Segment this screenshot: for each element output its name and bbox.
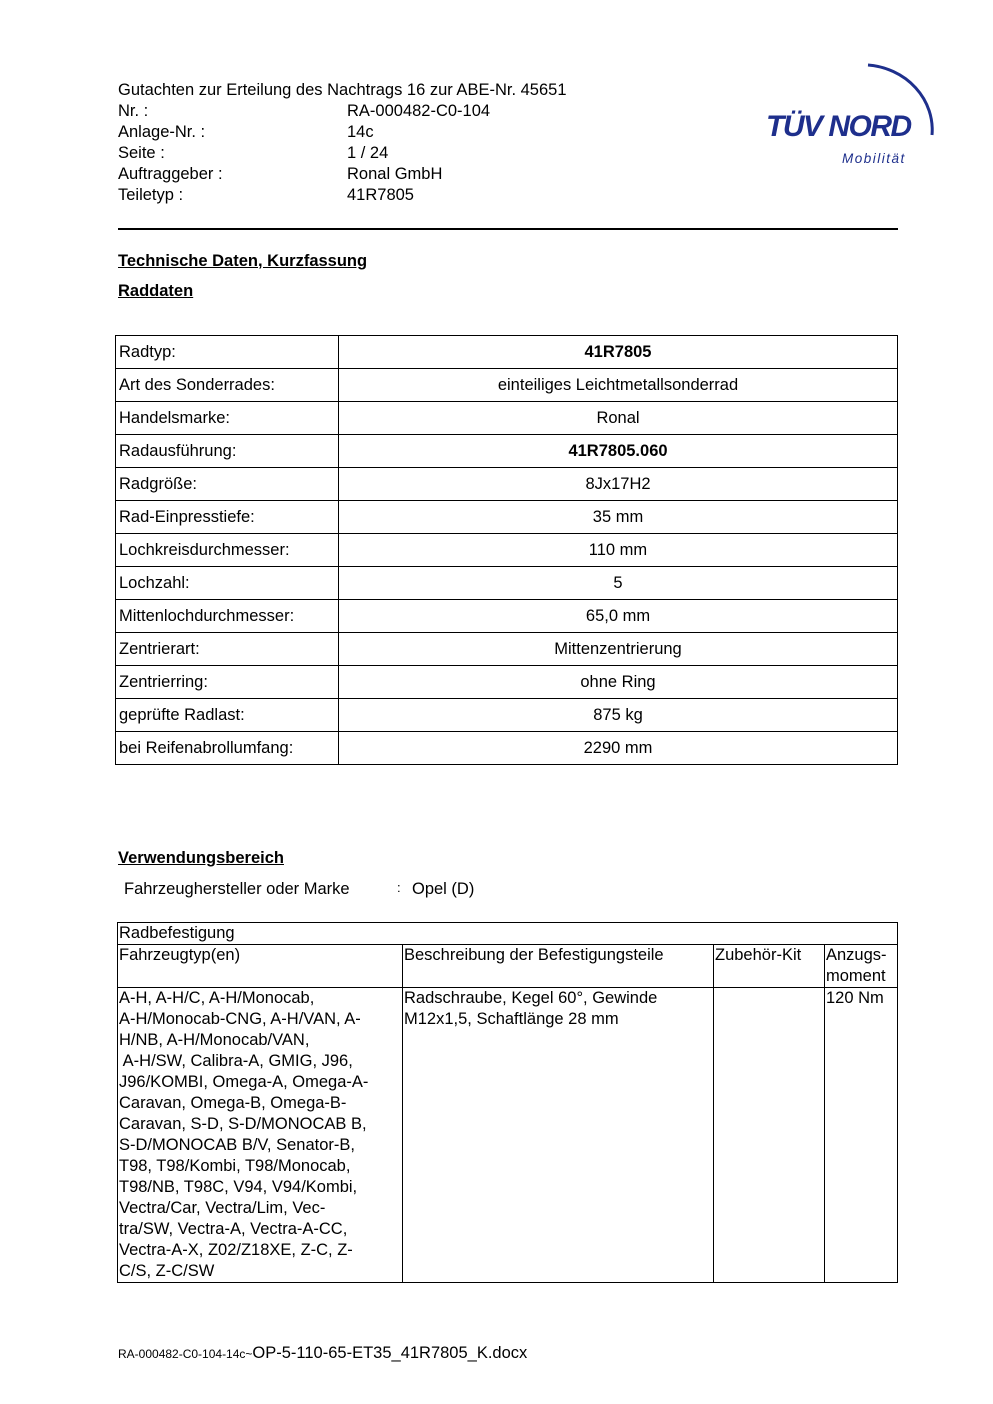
column-header-torque	[825, 945, 898, 988]
vehicle-type-line: S-D/MONOCAB B/V, Senator-B,	[119, 1136, 355, 1154]
header-title: Gutachten zur Erteilung des Nachtrags 16 zur ABE-Nr. 45651	[118, 81, 567, 99]
torque-header-line: Anzugs-	[826, 946, 887, 964]
tuv-nord-logo	[760, 55, 950, 175]
raddaten-value: 5	[339, 567, 898, 600]
header-value: Ronal GmbH	[347, 165, 443, 183]
table-row	[116, 369, 898, 402]
raddaten-key: Zentrierart:	[116, 633, 339, 666]
footer-reference: RA-000482-C0-104-14c~	[118, 1347, 253, 1361]
raddaten-key: Art des Sonderrades:	[116, 369, 339, 402]
description-line: M12x1,5, Schaftlänge 28 mm	[404, 1010, 619, 1028]
raddaten-key: Lochkreisdurchmesser:	[116, 534, 339, 567]
accessory-kit-cell	[714, 988, 825, 1283]
header-label: Auftraggeber :	[118, 165, 223, 183]
logo-tagline: Mobilität	[842, 151, 906, 166]
manufacturer-colon: :	[397, 880, 401, 895]
torque-header-line: moment	[826, 967, 886, 985]
header-label: Seite :	[118, 144, 165, 162]
vehicle-type-line: A-H/Monocab-CNG, A-H/VAN, A-	[119, 1010, 361, 1028]
heading-technische-daten: Technische Daten, Kurzfassung	[118, 252, 368, 270]
table-row	[116, 468, 898, 501]
vehicle-type-line: A-H, A-H/C, A-H/Monocab,	[119, 989, 315, 1007]
document-footer	[118, 1344, 527, 1363]
raddaten-value: ohne Ring	[339, 666, 898, 699]
raddaten-key: bei Reifenabrollumfang:	[116, 732, 339, 765]
raddaten-value: Ronal	[339, 402, 898, 435]
radbefestigung-table	[117, 922, 898, 1283]
vehicle-type-line: Caravan, Omega-B, Omega-B-	[119, 1094, 347, 1112]
table-row	[116, 336, 898, 369]
raddaten-value: 35 mm	[339, 501, 898, 534]
logo-brand-text: TÜV NORD	[766, 110, 911, 143]
header-value: RA-000482-C0-104	[347, 102, 491, 120]
table-row	[116, 567, 898, 600]
vehicle-type-line: A-H/SW, Calibra-A, GMIG, J96,	[119, 1052, 353, 1070]
table-row	[116, 732, 898, 765]
raddaten-key: geprüfte Radlast:	[116, 699, 339, 732]
table-title: Radbefestigung	[118, 923, 898, 945]
raddaten-table	[115, 335, 898, 765]
heading-raddaten: Raddaten	[118, 282, 194, 300]
table-title-row	[118, 923, 898, 945]
vehicle-type-line: Caravan, S-D, S-D/MONOCAB B,	[119, 1115, 367, 1133]
raddaten-key: Radgröße:	[116, 468, 339, 501]
raddaten-value: 2290 mm	[339, 732, 898, 765]
raddaten-value: 8Jx17H2	[339, 468, 898, 501]
table-row	[116, 435, 898, 468]
vehicle-type-line: tra/SW, Vectra-A, Vectra-A-CC,	[119, 1220, 348, 1238]
header-divider	[118, 228, 898, 230]
manufacturer-label: Fahrzeughersteller oder Marke	[124, 880, 350, 898]
raddaten-value: 110 mm	[339, 534, 898, 567]
raddaten-key: Zentrierring:	[116, 666, 339, 699]
raddaten-key: Mittenlochdurchmesser:	[116, 600, 339, 633]
raddaten-value: Mittenzentrierung	[339, 633, 898, 666]
table-row	[116, 402, 898, 435]
header-value: 41R7805	[347, 186, 414, 204]
raddaten-key: Rad-Einpresstiefe:	[116, 501, 339, 534]
vehicle-type-line: Vectra/Car, Vectra/Lim, Vec-	[119, 1199, 326, 1217]
raddaten-key: Handelsmarke:	[116, 402, 339, 435]
vehicle-types-cell	[118, 988, 403, 1283]
header-label: Nr. :	[118, 102, 149, 120]
vehicle-type-line: J96/KOMBI, Omega-A, Omega-A-	[119, 1073, 369, 1091]
manufacturer-value: Opel (D)	[412, 880, 475, 898]
table-row	[116, 699, 898, 732]
table-row	[118, 988, 898, 1283]
raddaten-value: einteiliges Leichtmetallsonderrad	[339, 369, 898, 402]
description-line: Radschraube, Kegel 60°, Gewinde	[404, 989, 658, 1007]
vehicle-type-line: H/NB, A-H/Monocab/VAN,	[119, 1031, 310, 1049]
vehicle-type-line: Vectra-A-X, Z02/Z18XE, Z-C, Z-	[119, 1241, 353, 1259]
table-row	[116, 666, 898, 699]
fixing-description-cell	[403, 988, 714, 1283]
header-value: 1 / 24	[347, 144, 389, 162]
raddaten-value: 65,0 mm	[339, 600, 898, 633]
column-header-types: Fahrzeugtyp(en)	[118, 945, 403, 988]
heading-verwendungsbereich: Verwendungsbereich	[118, 849, 284, 867]
raddaten-key: Lochzahl:	[116, 567, 339, 600]
raddaten-value: 41R7805.060	[339, 435, 898, 468]
table-row	[116, 534, 898, 567]
vehicle-type-line: C/S, Z-C/SW	[119, 1262, 215, 1280]
footer-filename: OP-5-110-65-ET35_41R7805_K.docx	[252, 1344, 528, 1362]
table-header-row	[118, 945, 898, 988]
vehicle-type-line: T98/NB, T98C, V94, V94/Kombi,	[119, 1178, 358, 1196]
header-label: Teiletyp :	[118, 186, 184, 204]
vehicle-type-line: T98, T98/Kombi, T98/Monocab,	[119, 1157, 351, 1175]
raddaten-key: Radausführung:	[116, 435, 339, 468]
raddaten-value: 41R7805	[339, 336, 898, 369]
column-header-description: Beschreibung der Befestigungsteile	[403, 945, 714, 988]
column-header-kit: Zubehör-Kit	[714, 945, 825, 988]
table-row	[116, 633, 898, 666]
table-row	[116, 501, 898, 534]
header-value: 14c	[347, 123, 374, 141]
raddaten-value: 875 kg	[339, 699, 898, 732]
table-row	[116, 600, 898, 633]
header-label: Anlage-Nr. :	[118, 123, 206, 141]
torque-cell: 120 Nm	[825, 988, 898, 1283]
raddaten-key: Radtyp:	[116, 336, 339, 369]
